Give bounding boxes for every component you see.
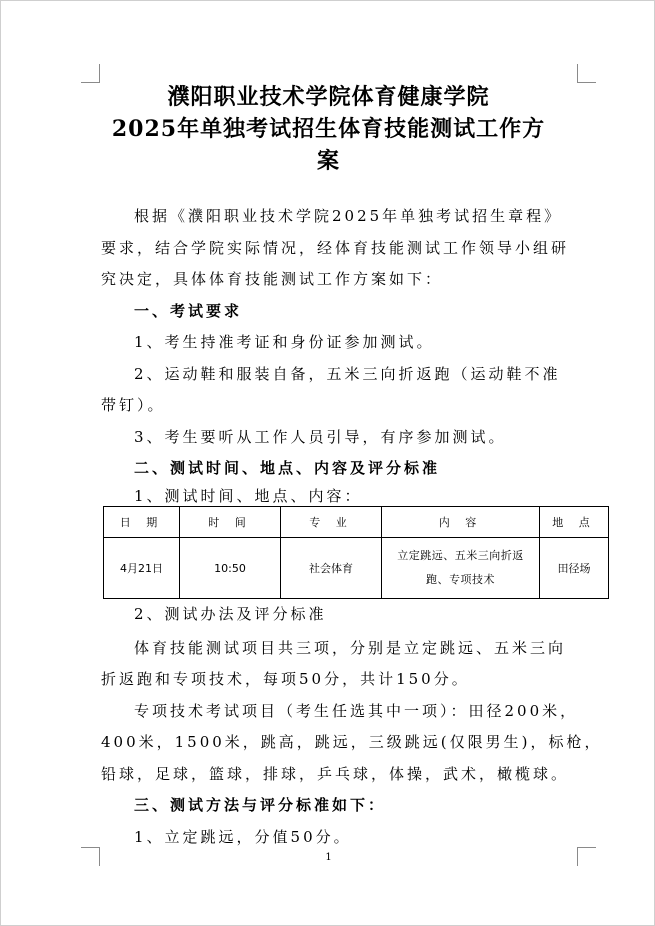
header-date: 日 期	[104, 507, 180, 538]
document-title-line-3: 案	[316, 148, 340, 174]
section-3-heading: 三、测试方法与评分标准如下：	[134, 796, 387, 814]
header-time: 时 间	[180, 507, 281, 538]
table-row	[104, 538, 609, 599]
section-2-para-2-line-1: 专项技术考试项目（考生任选其中一项）：田径200米，	[134, 702, 579, 720]
header-major: 专 业	[281, 507, 382, 538]
document-title-line-2: 2025年单独考试招生体育技能测试工作方	[111, 116, 546, 142]
section-3-item-1: 1、立定跳远，分值50分。	[134, 828, 352, 846]
section-2-heading: 二、测试时间、地点、内容及评分标准	[134, 459, 441, 477]
section-2-sub-1: 1、测试时间、地点、内容：	[134, 487, 363, 505]
section-2-para-2-line-2: 400米，1500米，跳高，跳远，三级跳远(仅限男生)，标枪，	[101, 733, 603, 751]
section-2-sub-2: 2、测试办法及评分标准	[134, 605, 327, 623]
cell-content-line-1: 立定跳远、五米三向折返	[397, 549, 524, 562]
section-1-item-2-line-2: 带钉）。	[101, 396, 166, 414]
section-1-item-1: 1、考生持准考证和身份证参加测试。	[134, 333, 435, 351]
cell-content-line-2: 跑、专项技术	[426, 573, 495, 586]
header-location: 地 点	[540, 507, 609, 538]
header-content: 内 容	[382, 507, 540, 538]
section-1-item-2-line-1: 2、运动鞋和服装自备，五米三向折返跑（运动鞋不准	[134, 365, 561, 383]
section-2-para-1-line-1: 体育技能测试项目共三项，分别是立定跳远、五米三向	[134, 639, 567, 657]
section-2-para-1-line-2: 折返跑和专项技术，每项50分，共计150分。	[101, 670, 470, 688]
cell-date: 4月21日	[104, 538, 180, 599]
cell-content	[382, 538, 540, 599]
intro-line-2: 要求，结合学院实际情况，经体育技能测试工作领导小组研	[101, 239, 570, 257]
table-header-row	[104, 507, 609, 538]
cell-location: 田径场	[540, 538, 609, 599]
section-2-para-2-line-3: 铅球，足球，篮球，排球，乒乓球，体操，武术，橄榄球。	[101, 765, 570, 783]
intro-line-1: 根据《濮阳职业技术学院2025年单独考试招生章程》	[134, 207, 563, 225]
section-1-item-3: 3、考生要听从工作人员引导，有序参加测试。	[134, 428, 507, 446]
section-1-heading: 一、考试要求	[134, 302, 243, 320]
schedule-table	[103, 506, 609, 599]
document-title-line-1: 濮阳职业技术学院体育健康学院	[167, 84, 490, 110]
page-number: 1	[325, 852, 332, 863]
cell-major: 社会体育	[281, 538, 382, 599]
crop-mark-top-left	[81, 64, 100, 83]
crop-mark-top-right	[577, 64, 596, 83]
cell-time: 10:50	[180, 538, 281, 599]
intro-line-3: 究决定，具体体育技能测试工作方案如下：	[101, 270, 444, 288]
